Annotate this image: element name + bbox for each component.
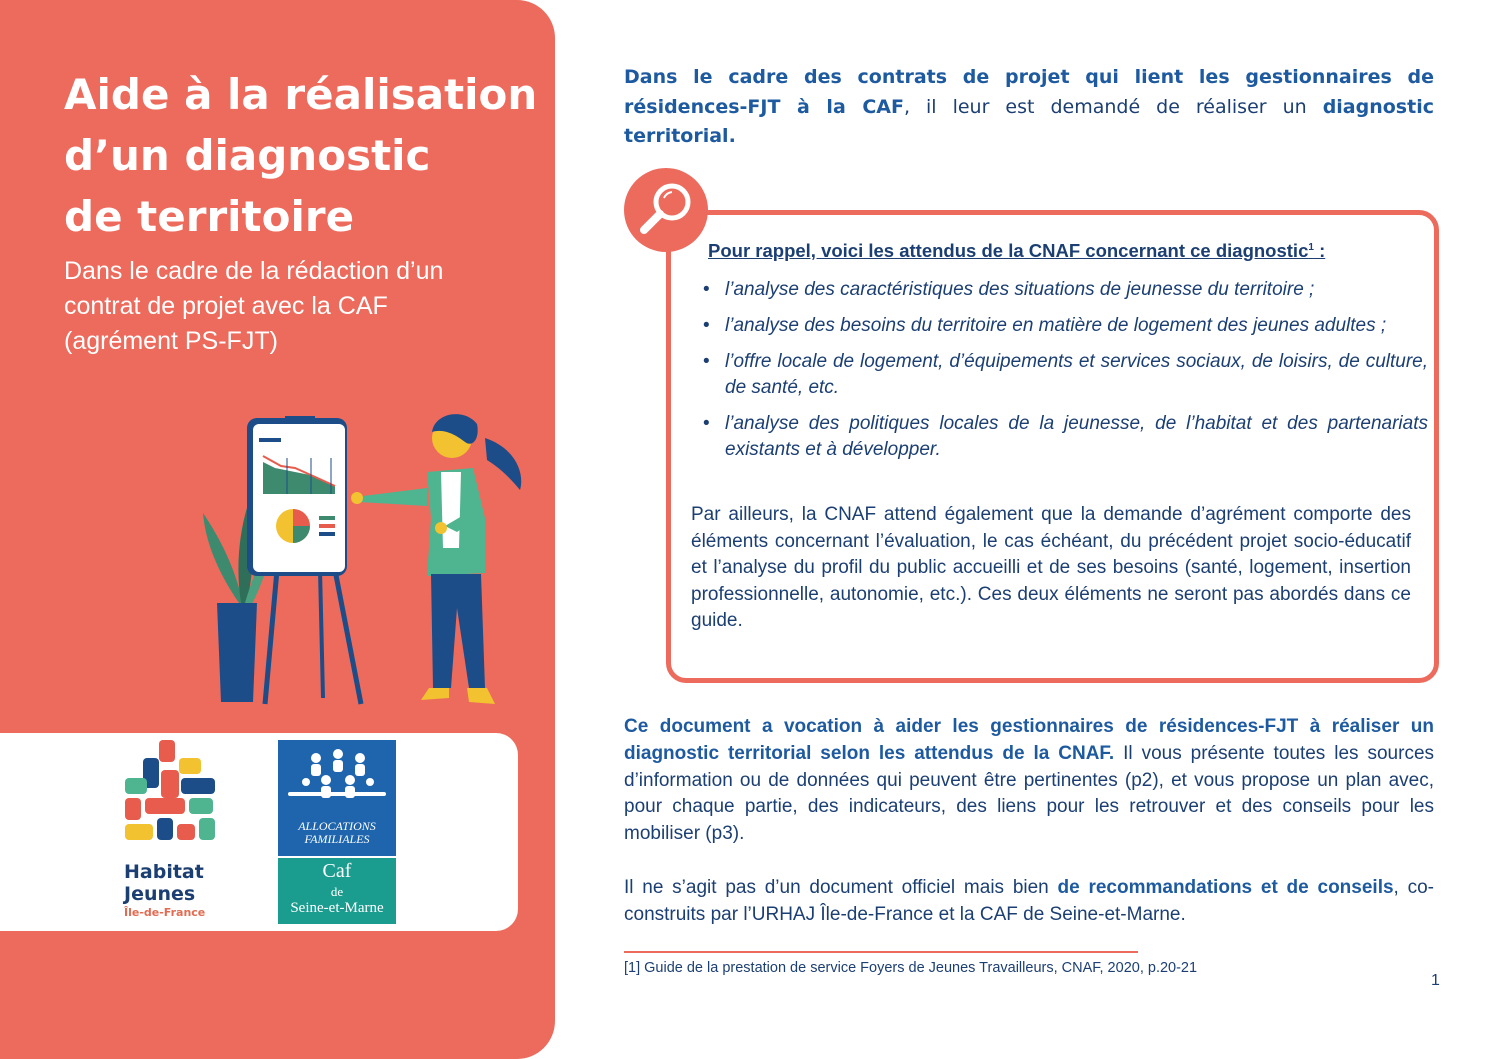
list-item: • l’analyse des politiques locales de la jeunesse, de l’habitat et des partenariats existants et à développer. <box>703 411 1428 463</box>
reminder-note: Par ailleurs, la CNAF attend également que la demande d’agrément comporte des éléments concernant l’évaluation, le cas échéant, du précédent projet socio-éducatif et l’analyse du profil du public accueilli et de ses besoins (santé, logement, insertion professionnelle, autonomie, etc.). Ces deux éléments ne seront pas abordés dans ce guide. <box>691 504 1411 631</box>
disclaimer-bold: de recommandations et de conseils <box>1057 877 1394 898</box>
intro-text: , il leur est demandé de réaliser un <box>903 95 1323 118</box>
page-number: 1 <box>1431 972 1440 989</box>
caf-de: de <box>330 884 344 899</box>
habitat-jeunes-logo <box>121 740 221 852</box>
purpose-bold: Ce document a vocation à aider les gestionnaires de résidences-FJT à réaliser un diagnostic territorial selon les attendus de la CNAF. <box>624 716 1434 764</box>
habitat-jeunes-line2: Jeunes <box>124 883 196 905</box>
caf-allocations: ALLOCATIONS <box>298 819 376 833</box>
presentation-illustration <box>195 398 525 710</box>
caf-allocations-familiales <box>278 820 396 846</box>
disclaimer-text-2: , co-construits par l’URHAJ Île-de-France et la CAF de Seine-et-Marne. <box>624 877 1434 925</box>
habitat-jeunes-line3: Île-de-France <box>124 906 206 919</box>
cover-title: Aide à la réalisation d’un diagnostic de territoire <box>64 70 538 241</box>
reminder-list <box>703 277 1428 473</box>
caf-word: Caf <box>322 860 352 882</box>
cover-subtitle: Dans le cadre de la rédaction d’un contrat de projet avec la CAF (agrément PS-FJT) <box>64 257 444 355</box>
caf-logo-bottom <box>278 858 396 924</box>
caf-logo <box>278 740 396 924</box>
caf-logo-top <box>278 740 396 856</box>
list-item: • l’offre locale de logement, d’équipements et services sociaux, de loisirs, de culture, de santé, etc. <box>703 349 1428 401</box>
reminder-heading-end: : <box>1313 240 1326 261</box>
footnote: [1] Guide de la prestation de service Foyers de Jeunes Travailleurs, CNAF, 2020, p.20-21 <box>624 960 1198 976</box>
purpose-text: Il vous présente toutes les sources d’information ou de données qui peuvent être pertinentes (p2), et vous propose un plan avec, pour chaque partie, des indicateurs, des liens pour les retrouver et des conseils pour les mobiliser (p3). <box>624 742 1435 845</box>
reminder-heading-text: Pour rappel, voici les attendus de la CNAF concernant ce diagnostic <box>708 240 1309 261</box>
caf-department: Seine-et-Marne <box>290 900 384 916</box>
footnote-ref[interactable]: 1 <box>1308 241 1314 253</box>
intro-bold-1: Dans le cadre des contrats de projet qui lient les gestionnaires de résidences-FJT à la CAF <box>624 66 1434 118</box>
list-item: • l’analyse des besoins du territoire en matière de logement des jeunes adultes ; <box>703 313 1428 339</box>
habitat-jeunes-line1: Habitat <box>124 861 204 883</box>
disclaimer-text-1: Il ne s’agit pas d’un document officiel mais bien <box>624 877 1058 898</box>
list-item: • l’analyse des caractéristiques des situations de jeunesse du territoire ; <box>703 277 1428 303</box>
magnifier-icon <box>624 168 708 252</box>
intro-paragraph <box>624 63 1434 152</box>
intro-bold-2: diagnostic territorial. <box>624 95 1434 147</box>
purpose-paragraph <box>624 714 1434 848</box>
caf-familiales: FAMILIALES <box>304 832 370 846</box>
footnote-divider <box>624 951 1138 953</box>
disclaimer-paragraph <box>624 874 1434 928</box>
caf-family-icon <box>278 740 396 820</box>
logo-strip <box>0 733 518 931</box>
reminder-heading <box>708 240 1325 262</box>
